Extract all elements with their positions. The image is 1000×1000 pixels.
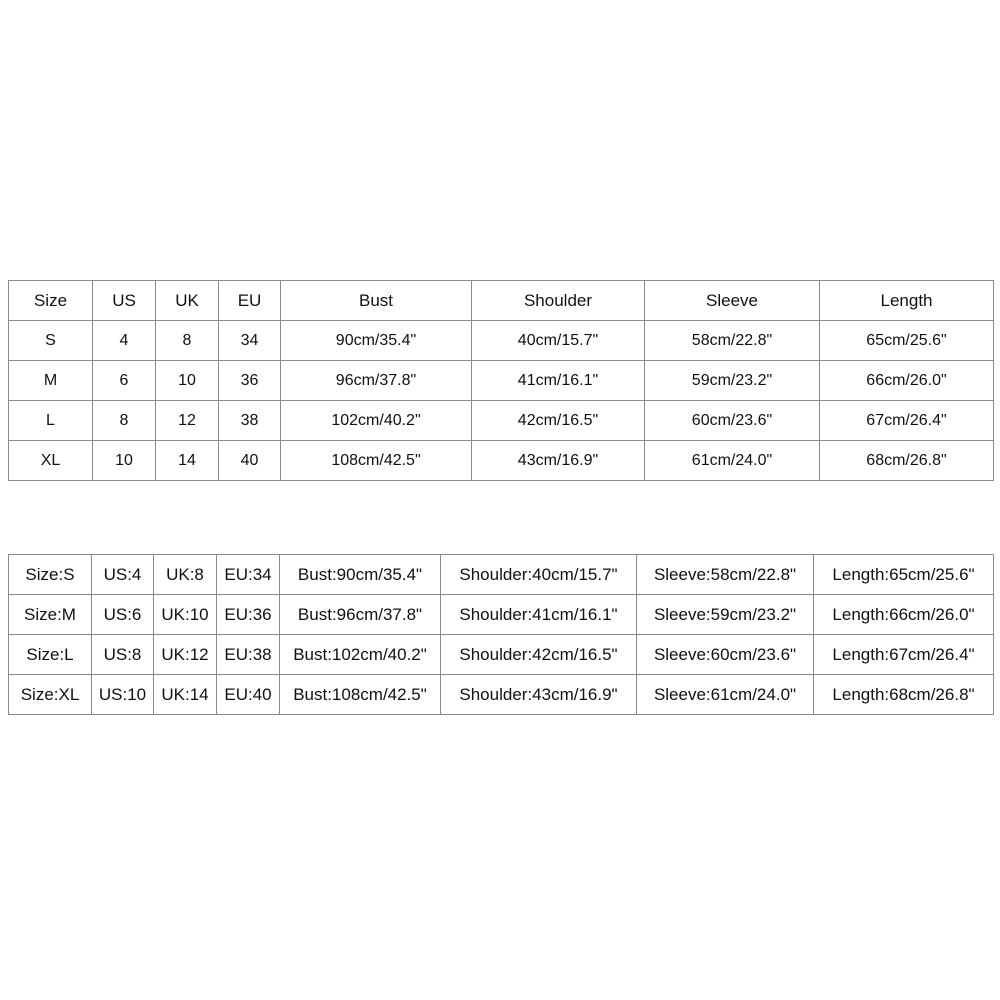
table-cell: EU:40 (217, 675, 280, 715)
header-size: Size (9, 281, 93, 321)
table-cell: 34 (219, 321, 281, 361)
table-cell: US:4 (92, 555, 154, 595)
header-length: Length (820, 281, 994, 321)
table-cell: Shoulder:42cm/16.5" (441, 635, 637, 675)
table-cell: 4 (93, 321, 156, 361)
table-cell: Bust:96cm/37.8" (280, 595, 441, 635)
table-cell: 60cm/23.6" (645, 401, 820, 441)
table-cell: Length:68cm/26.8" (814, 675, 994, 715)
table-cell: 10 (93, 441, 156, 481)
table-cell: UK:12 (154, 635, 217, 675)
table-row (9, 675, 994, 715)
table-cell: 36 (219, 361, 281, 401)
table-cell: UK:14 (154, 675, 217, 715)
table-row (9, 441, 994, 481)
table-cell: 41cm/16.1" (472, 361, 645, 401)
table-cell: Sleeve:59cm/23.2" (637, 595, 814, 635)
table-cell: Sleeve:61cm/24.0" (637, 675, 814, 715)
table-cell: Length:65cm/25.6" (814, 555, 994, 595)
table-cell: 90cm/35.4" (281, 321, 472, 361)
table-row (9, 595, 994, 635)
table-row (9, 401, 994, 441)
table-cell: EU:34 (217, 555, 280, 595)
header-uk: UK (156, 281, 219, 321)
table-cell: 68cm/26.8" (820, 441, 994, 481)
table-cell: 65cm/25.6" (820, 321, 994, 361)
table-cell: Bust:90cm/35.4" (280, 555, 441, 595)
table-cell: Size:M (9, 595, 92, 635)
table-cell: Size:XL (9, 675, 92, 715)
table-cell: 96cm/37.8" (281, 361, 472, 401)
table-cell: L (9, 401, 93, 441)
table-cell: 8 (156, 321, 219, 361)
table-cell: 40cm/15.7" (472, 321, 645, 361)
table-cell: EU:36 (217, 595, 280, 635)
table-cell: Shoulder:40cm/15.7" (441, 555, 637, 595)
header-shoulder: Shoulder (472, 281, 645, 321)
table-cell: 67cm/26.4" (820, 401, 994, 441)
header-bust: Bust (281, 281, 472, 321)
table-cell: Bust:102cm/40.2" (280, 635, 441, 675)
table-cell: 12 (156, 401, 219, 441)
table-cell: Bust:108cm/42.5" (280, 675, 441, 715)
table-row (9, 555, 994, 595)
table-cell: 8 (93, 401, 156, 441)
table-cell: M (9, 361, 93, 401)
table-cell: Shoulder:41cm/16.1" (441, 595, 637, 635)
table-cell: 38 (219, 401, 281, 441)
table-cell: 61cm/24.0" (645, 441, 820, 481)
table-cell: US:10 (92, 675, 154, 715)
table-cell: Length:66cm/26.0" (814, 595, 994, 635)
table-cell: 66cm/26.0" (820, 361, 994, 401)
table-cell: S (9, 321, 93, 361)
table-cell: Shoulder:43cm/16.9" (441, 675, 637, 715)
table-cell: 59cm/23.2" (645, 361, 820, 401)
table-cell: Length:67cm/26.4" (814, 635, 994, 675)
header-us: US (93, 281, 156, 321)
table-cell: EU:38 (217, 635, 280, 675)
table-cell: 108cm/42.5" (281, 441, 472, 481)
table-cell: US:8 (92, 635, 154, 675)
size-chart-labeled-table (8, 554, 994, 715)
table-cell: UK:10 (154, 595, 217, 635)
table-cell: 58cm/22.8" (645, 321, 820, 361)
table-cell: XL (9, 441, 93, 481)
table-cell: Size:S (9, 555, 92, 595)
header-eu: EU (219, 281, 281, 321)
table-header-row (9, 281, 994, 321)
table-row (9, 361, 994, 401)
table-cell: 14 (156, 441, 219, 481)
table-cell: Sleeve:58cm/22.8" (637, 555, 814, 595)
table-cell: Size:L (9, 635, 92, 675)
table-cell: 10 (156, 361, 219, 401)
table-row (9, 321, 994, 361)
size-chart-table (8, 280, 994, 481)
table-row (9, 635, 994, 675)
table-cell: UK:8 (154, 555, 217, 595)
table-cell: 6 (93, 361, 156, 401)
table-cell: 102cm/40.2" (281, 401, 472, 441)
table-cell: 43cm/16.9" (472, 441, 645, 481)
header-sleeve: Sleeve (645, 281, 820, 321)
table-cell: 40 (219, 441, 281, 481)
table-cell: US:6 (92, 595, 154, 635)
table-cell: Sleeve:60cm/23.6" (637, 635, 814, 675)
table-cell: 42cm/16.5" (472, 401, 645, 441)
